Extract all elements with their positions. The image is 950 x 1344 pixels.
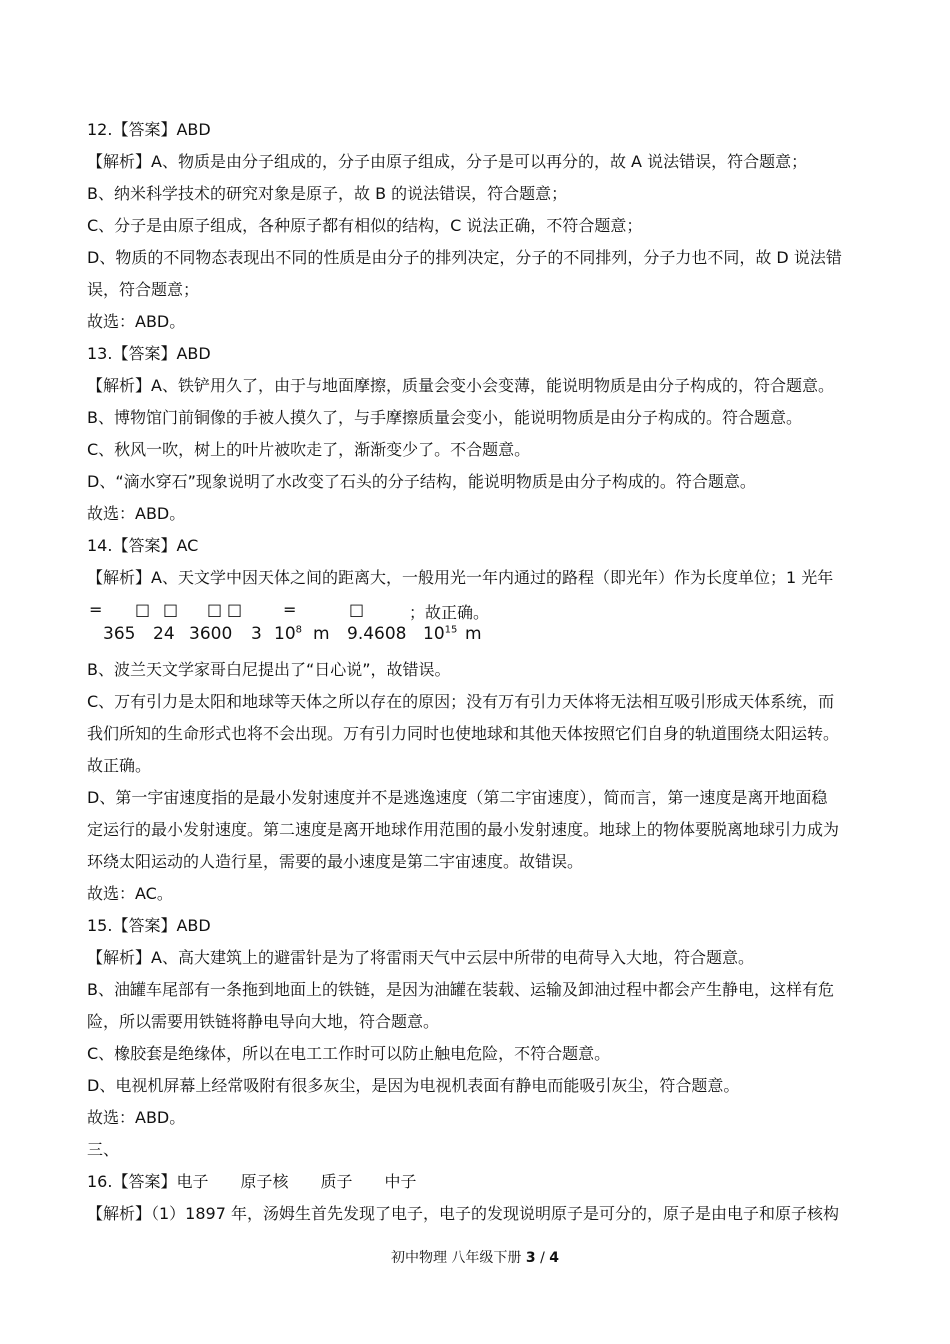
answer-content xyxy=(87,114,877,1230)
q13-answer: 13.【答案】ABD xyxy=(87,344,211,363)
q13-analysis-line: B、博物馆门前铜像的手被人摸久了，与手摩擦质量会变小，能说明物质是由分子构成的。符合题意。 xyxy=(87,408,802,427)
q16-analysis-line: 【解析】（1）1897 年，汤姆生首先发现了电子，电子的发现说明原子是可分的，原子是由电子和原子核构 xyxy=(87,1204,839,1223)
light-year-formula xyxy=(87,594,877,654)
q13-analysis-line: C、秋风一吹，树上的叶片被吹走了，渐渐变少了。不合题意。 xyxy=(87,440,531,459)
formula-unit: m xyxy=(313,624,330,644)
page-footer xyxy=(0,1247,950,1267)
formula-exponent: 8 xyxy=(295,624,303,636)
q13-analysis-line: 【解析】A、铁铲用久了，由于与地面摩擦，质量会变小会变薄，能说明物质是由分子构成的，符合题意。 xyxy=(87,376,834,395)
q12-selection: 故选：ABD。 xyxy=(87,312,186,331)
q12-analysis-line: D、物质的不同物态表现出不同的性质是由分子的排列决定，分子的不同排列，分子力也不同，故 D 说法错 xyxy=(87,248,842,267)
formula-placeholder-box: □ xyxy=(227,600,243,619)
q14-analysis-line: C、万有引力是太阳和地球等天体之所以存在的原因；没有万有引力天体将无法相互吸引形成天体系统，而 xyxy=(87,692,835,711)
q15-analysis-line: C、橡胶套是绝缘体，所以在电工工作时可以防止触电危险，不符合题意。 xyxy=(87,1044,611,1063)
q15-analysis-line: D、电视机屏幕上经常吸附有很多灰尘，是因为电视机表面有静电而能吸引灰尘，符合题意。 xyxy=(87,1076,740,1095)
formula-number: 365 xyxy=(103,624,136,644)
formula-placeholder-box: □ xyxy=(349,600,365,619)
formula-placeholder-box: □ xyxy=(207,600,223,619)
formula-number: 3 xyxy=(251,624,262,644)
q14-analysis-line: B、波兰天文学家哥白尼提出了“日心说”，故错误。 xyxy=(87,660,451,679)
q14-answer: 14.【答案】AC xyxy=(87,536,199,555)
q16-answer: 16.【答案】电子 原子核 质子 中子 xyxy=(87,1172,417,1191)
q14-analysis-line: 【解析】A、天文学中因天体之间的距离大，一般用光一年内通过的路程（即光年）作为长度单位；1 光年 xyxy=(87,568,834,587)
formula-placeholder-box: □ xyxy=(163,600,179,619)
formula-number: 9.4608 xyxy=(347,624,407,644)
formula-base: 10 xyxy=(423,624,445,644)
q15-analysis-line: 【解析】A、高大建筑上的避雷针是为了将雷雨天气中云层中所带的电荷导入大地，符合题意。 xyxy=(87,948,754,967)
q15-selection: 故选：ABD。 xyxy=(87,1108,186,1127)
formula-exponent: 15 xyxy=(444,624,458,636)
formula-number: 24 xyxy=(153,624,175,644)
q14-selection: 故选：AC。 xyxy=(87,884,173,903)
formula-unit: m xyxy=(465,624,482,644)
q12-analysis-line: 误，符合题意； xyxy=(87,280,200,299)
section-heading: 三、 xyxy=(87,1140,120,1159)
q14-analysis-line: 我们所知的生命形式也将不会出现。万有引力同时也使地球和其他天体按照它们自身的轨道围绕太阳运转。 xyxy=(87,724,840,743)
formula-number: 3600 xyxy=(189,624,233,644)
q12-analysis-line: B、纳米科学技术的研究对象是原子，故 B 的说法错误，符合题意； xyxy=(87,184,568,203)
footer-separator: / xyxy=(535,1250,550,1266)
q15-analysis-line: B、油罐车尾部有一条拖到地面上的铁链，是因为油罐在装载、运输及卸油过程中都会产生静电，这样有危 xyxy=(87,980,834,999)
formula-power-of-ten xyxy=(423,624,457,644)
q14-analysis-line: 定运行的最小发射速度。第二速度是离开地球作用范围的最小发射速度。地球上的物体要脱离地球引力成为 xyxy=(87,820,840,839)
formula-equals: = xyxy=(89,600,103,619)
q15-analysis-line: 险，所以需要用铁链将静电导向大地，符合题意。 xyxy=(87,1012,440,1031)
q12-analysis-line: 【解析】A、物质是由分子组成的，分子由原子组成，分子是可以再分的，故 A 说法错误，符合题意； xyxy=(87,152,808,171)
q12-analysis-line: C、分子是由原子组成，各种原子都有相似的结构，C 说法正确，不符合题意； xyxy=(87,216,643,235)
footer-page-number: 3 xyxy=(525,1250,536,1266)
formula-base: 10 xyxy=(274,624,296,644)
formula-equals: = xyxy=(283,600,297,619)
q14-analysis-line: D、第一宇宙速度指的是最小发射速度并不是逃逸速度（第二宇宙速度），简而言，第一速度是离开地面稳 xyxy=(87,788,828,807)
q15-answer: 15.【答案】ABD xyxy=(87,916,211,935)
footer-page-total: 4 xyxy=(549,1250,560,1266)
q13-analysis-line: D、“滴水穿石”现象说明了水改变了石头的分子结构，能说明物质是由分子构成的。符合题意。 xyxy=(87,472,756,491)
footer-subject: 初中物理 八年级下册 xyxy=(390,1250,526,1266)
q13-selection: 故选：ABD。 xyxy=(87,504,186,523)
q12-answer: 12.【答案】ABD xyxy=(87,120,211,139)
q14-analysis-line: 环绕太阳运动的人造行星，需要的最小速度是第二宇宙速度。故错误。 xyxy=(87,852,584,871)
formula-tail-text: ；故正确。 xyxy=(409,603,490,622)
q14-analysis-line: 故正确。 xyxy=(87,756,152,775)
formula-placeholder-box: □ xyxy=(135,600,151,619)
formula-power-of-ten xyxy=(274,624,302,644)
